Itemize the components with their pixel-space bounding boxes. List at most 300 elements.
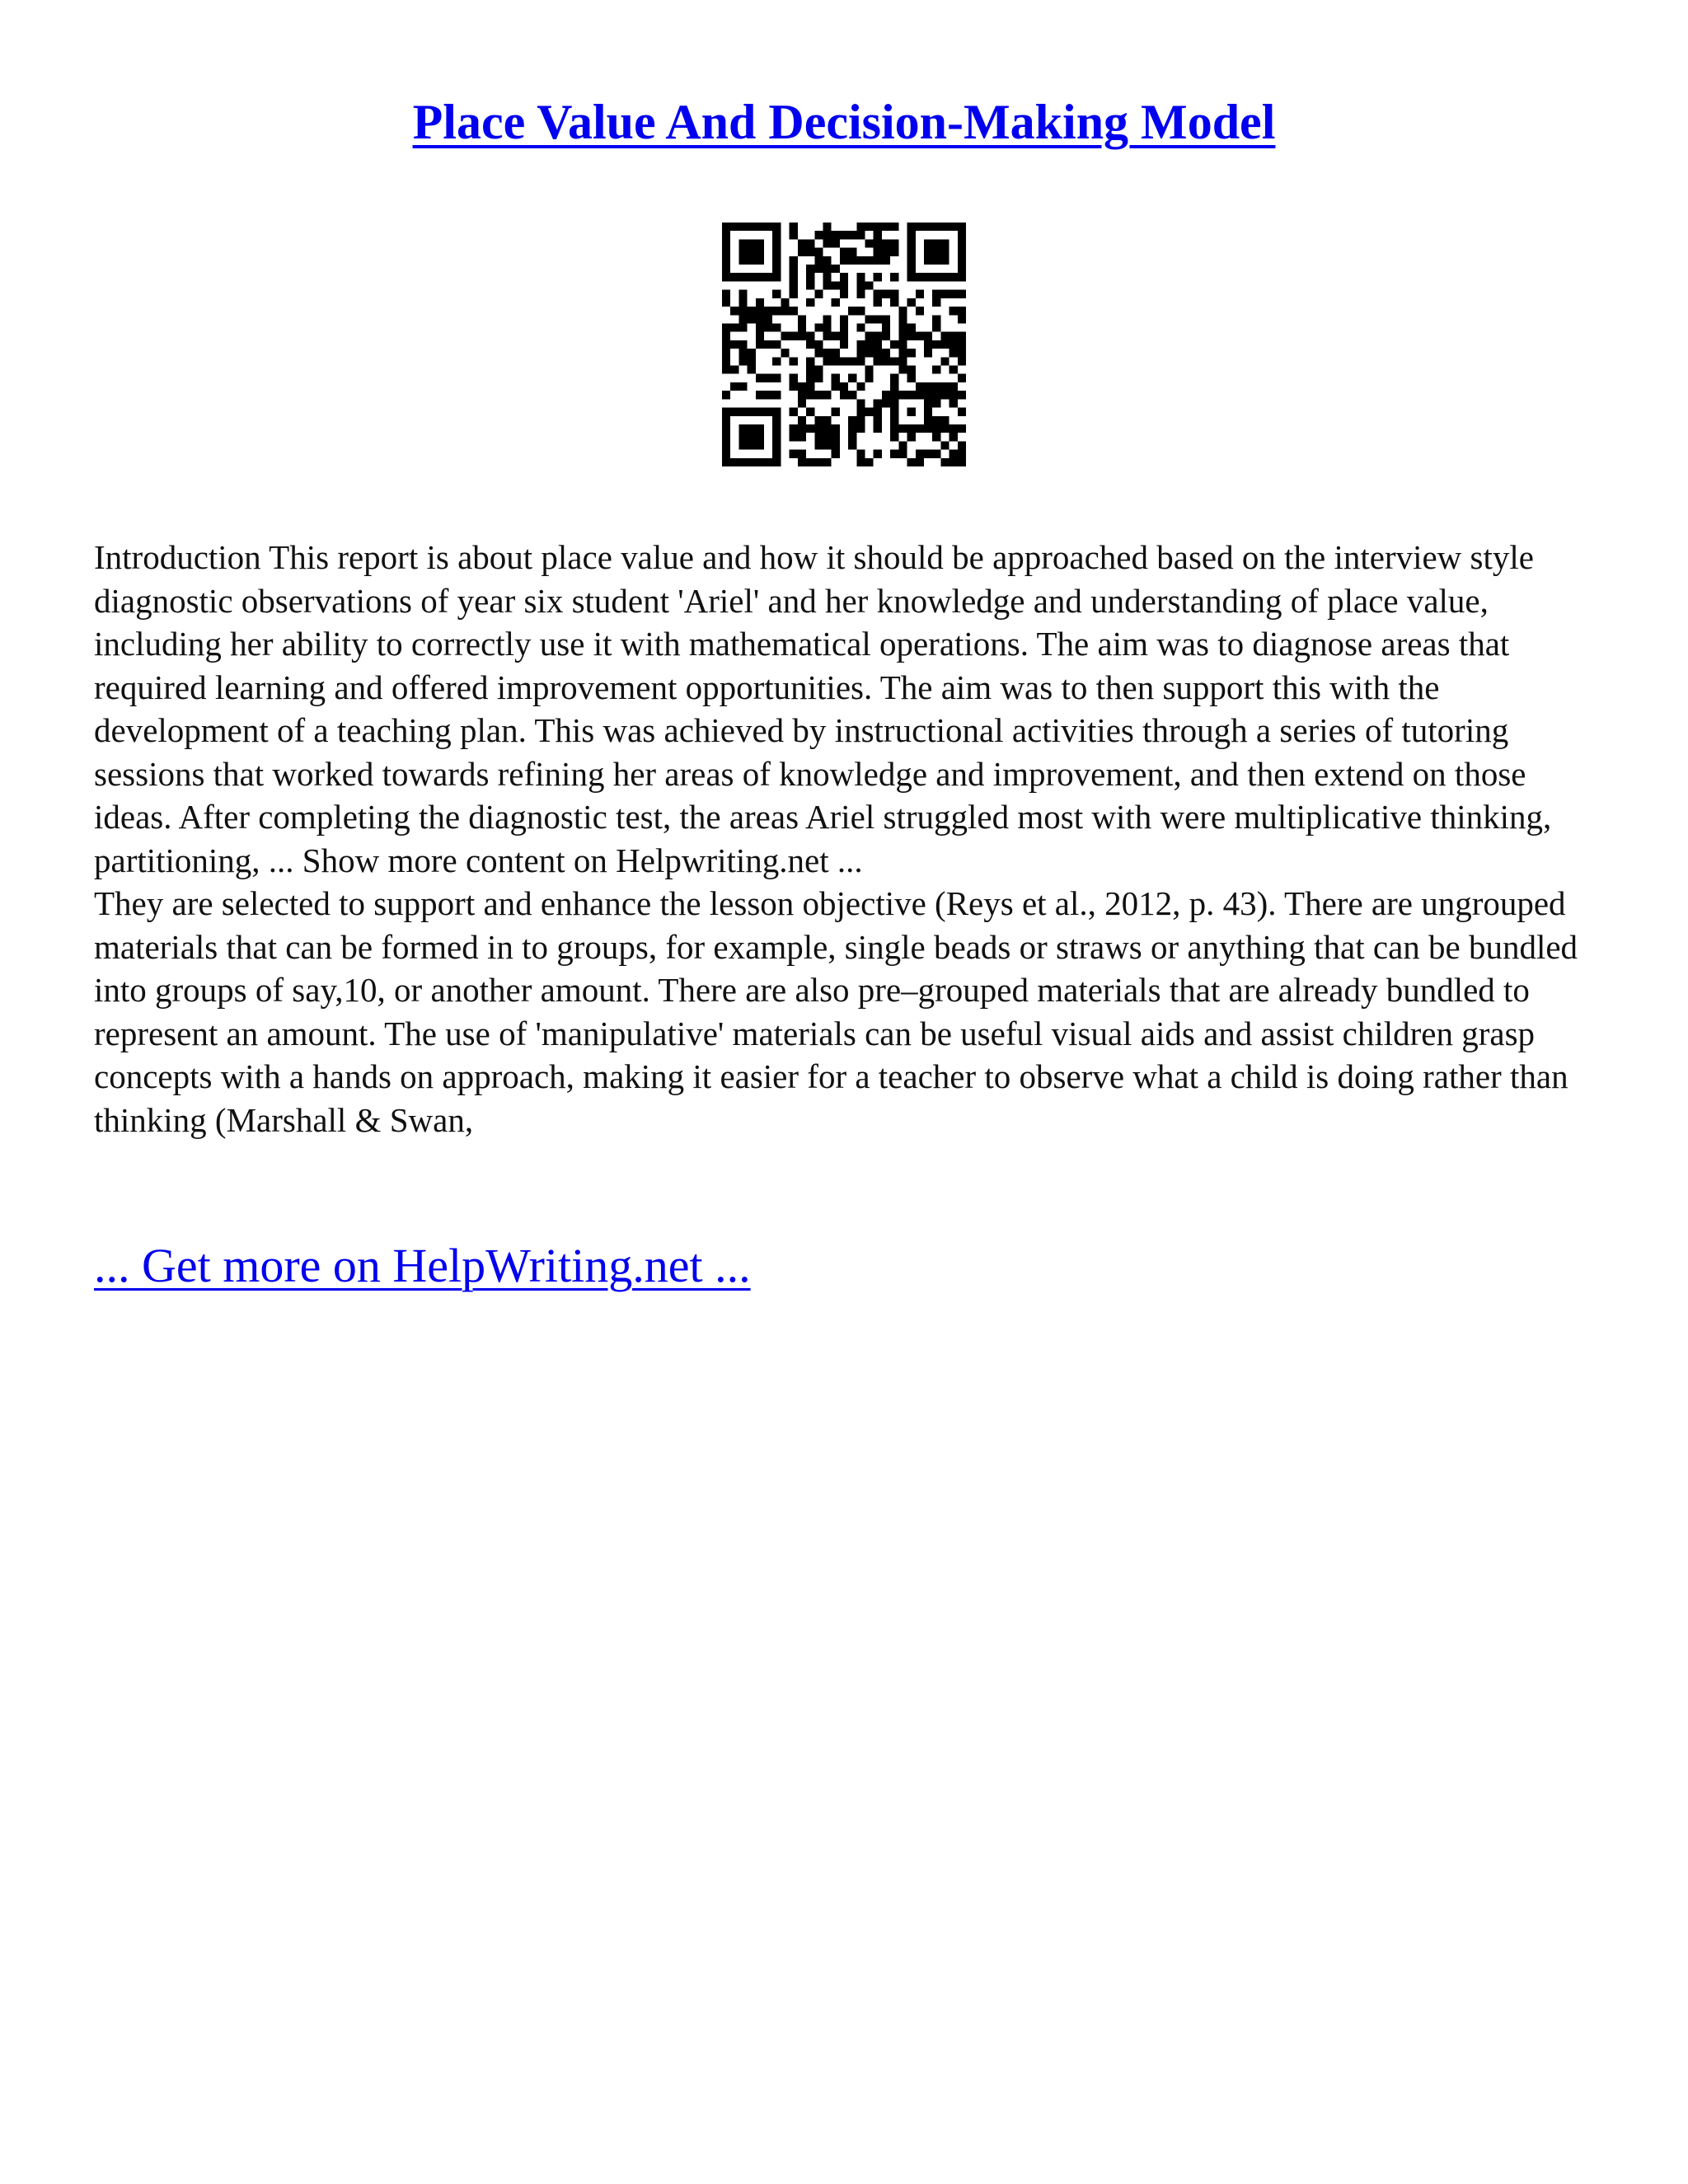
qr-module (722, 248, 730, 256)
qr-module (823, 441, 831, 449)
qr-module (722, 458, 730, 466)
qr-module (874, 349, 882, 357)
qr-module (882, 239, 890, 247)
qr-module (907, 458, 916, 466)
qr-module (940, 290, 949, 298)
qr-module (772, 441, 781, 449)
qr-module (823, 265, 831, 273)
qr-module (722, 239, 730, 247)
qr-module (798, 323, 806, 331)
qr-module (950, 223, 958, 231)
qr-module (958, 239, 966, 247)
qr-module (798, 239, 806, 247)
qr-module (856, 399, 865, 407)
qr-module (772, 391, 781, 399)
qr-module (832, 382, 840, 391)
qr-module (738, 273, 747, 281)
qr-module (916, 273, 924, 281)
qr-module (950, 399, 958, 407)
qr-module (856, 323, 865, 331)
qr-module (932, 382, 940, 391)
qr-module (738, 248, 747, 256)
qr-module (907, 273, 916, 281)
qr-module (722, 357, 730, 365)
qr-module (958, 248, 966, 256)
qr-module (874, 298, 882, 307)
qr-module (748, 248, 756, 256)
qr-module (772, 273, 781, 281)
qr-module (730, 458, 738, 466)
qr-module (738, 441, 747, 449)
qr-module (882, 248, 890, 256)
qr-module (756, 374, 764, 382)
qr-module (958, 450, 966, 458)
qr-module (924, 416, 932, 424)
get-more-link[interactable]: ... Get more on HelpWriting.net ... (94, 1239, 751, 1292)
qr-module (764, 323, 772, 331)
qr-module (832, 281, 840, 289)
qr-module (907, 256, 916, 265)
qr-module (898, 424, 907, 433)
qr-module (907, 433, 916, 441)
qr-module (806, 332, 814, 340)
qr-module (806, 273, 814, 281)
qr-module (722, 441, 730, 449)
qr-module (874, 450, 882, 458)
qr-module (932, 391, 940, 399)
qr-module (738, 290, 747, 298)
qr-module (865, 408, 874, 416)
qr-module (924, 273, 932, 281)
qr-module (722, 450, 730, 458)
qr-module (848, 391, 856, 399)
qr-module (924, 332, 932, 340)
qr-module (772, 424, 781, 433)
qr-module (814, 323, 823, 331)
qr-module (874, 315, 882, 323)
qr-module (738, 382, 747, 391)
qr-module (806, 298, 814, 307)
qr-module (764, 408, 772, 416)
qr-module (950, 349, 958, 357)
qr-module (907, 332, 916, 340)
qr-module (730, 408, 738, 416)
qr-module (823, 391, 831, 399)
qr-module (823, 349, 831, 357)
qr-module (730, 223, 738, 231)
qr-module (722, 323, 730, 331)
qr-module (874, 416, 882, 424)
qr-module (756, 391, 764, 399)
qr-module (790, 290, 798, 298)
qr-module (806, 408, 814, 416)
qr-module (940, 273, 949, 281)
qr-module (756, 433, 764, 441)
qr-module (814, 416, 823, 424)
qr-module (722, 273, 730, 281)
qr-module (898, 340, 907, 349)
qr-module (958, 391, 966, 399)
qr-module (856, 231, 865, 239)
qr-module (790, 357, 798, 365)
qr-module (890, 408, 898, 416)
qr-module (823, 433, 831, 441)
qr-module (932, 450, 940, 458)
qr-module (832, 357, 840, 365)
qr-module (958, 307, 966, 315)
qr-module (823, 239, 831, 247)
qr-module (865, 458, 874, 466)
qr-module (756, 256, 764, 265)
qr-module (832, 239, 840, 247)
qr-module (865, 281, 874, 289)
qr-module (814, 433, 823, 441)
qr-module (940, 256, 949, 265)
qr-module (840, 273, 848, 281)
qr-module (814, 340, 823, 349)
qr-module (814, 248, 823, 256)
qr-module (958, 349, 966, 357)
qr-module (748, 441, 756, 449)
qr-module (882, 357, 890, 365)
qr-module (806, 458, 814, 466)
qr-module (890, 433, 898, 441)
qr-module (890, 290, 898, 298)
qr-module (848, 433, 856, 441)
qr-module (814, 424, 823, 433)
qr-module (916, 458, 924, 466)
qr-module (772, 323, 781, 331)
qr-module (932, 248, 940, 256)
qr-module (772, 307, 781, 315)
qr-module (756, 223, 764, 231)
qr-module (798, 424, 806, 433)
qr-module (882, 290, 890, 298)
qr-module (814, 458, 823, 466)
qr-module (958, 256, 966, 265)
qr-module (823, 223, 831, 231)
qr-module (856, 357, 865, 365)
qr-module (738, 223, 747, 231)
qr-module (756, 298, 764, 307)
qr-module (958, 340, 966, 349)
qr-module (848, 248, 856, 256)
qr-module (882, 349, 890, 357)
qr-module (856, 290, 865, 298)
qr-module (814, 391, 823, 399)
qr-module (958, 223, 966, 231)
qr-module (932, 298, 940, 307)
qr-module (856, 273, 865, 281)
title-link[interactable]: Place Value And Decision-Making Model (412, 95, 1276, 149)
qr-module (874, 239, 882, 247)
qr-module (748, 433, 756, 441)
qr-code-icon (722, 223, 966, 466)
qr-module (840, 256, 848, 265)
qr-module (798, 458, 806, 466)
qr-module (848, 231, 856, 239)
qr-module (898, 332, 907, 340)
qr-module (848, 416, 856, 424)
qr-module (940, 248, 949, 256)
qr-module (748, 424, 756, 433)
qr-module (940, 424, 949, 433)
qr-module (958, 374, 966, 382)
qr-module (832, 231, 840, 239)
qr-module (932, 340, 940, 349)
qr-module (856, 281, 865, 289)
qr-module (722, 391, 730, 399)
qr-module (865, 349, 874, 357)
qr-module (790, 307, 798, 315)
qr-module (764, 273, 772, 281)
qr-module (874, 332, 882, 340)
qr-module (907, 231, 916, 239)
qr-module (798, 332, 806, 340)
qr-module (823, 256, 831, 265)
qr-module (790, 433, 798, 441)
qr-module (958, 357, 966, 365)
qr-module (722, 366, 730, 374)
qr-module (950, 290, 958, 298)
qr-module (890, 374, 898, 382)
qr-module (907, 239, 916, 247)
qr-module (940, 332, 949, 340)
qr-module (950, 424, 958, 433)
qr-module (764, 315, 772, 323)
qr-module (798, 450, 806, 458)
qr-module (823, 332, 831, 340)
qr-module (924, 340, 932, 349)
qr-module (882, 399, 890, 407)
qr-module (772, 374, 781, 382)
qr-module (848, 307, 856, 315)
qr-module (916, 382, 924, 391)
qr-module (748, 239, 756, 247)
qr-module (730, 323, 738, 331)
qr-module (940, 416, 949, 424)
qr-module (722, 231, 730, 239)
qr-module (958, 265, 966, 273)
qr-module (907, 265, 916, 273)
qr-module (932, 273, 940, 281)
document-title[interactable] (0, 89, 1688, 155)
qr-module (932, 399, 940, 407)
qr-module (898, 450, 907, 458)
qr-module (756, 332, 764, 340)
qr-module (764, 458, 772, 466)
qr-module (950, 458, 958, 466)
qr-module (772, 231, 781, 239)
qr-module (814, 441, 823, 449)
qr-module (722, 290, 730, 298)
qr-module (950, 332, 958, 340)
qr-module (730, 366, 738, 374)
qr-module (940, 391, 949, 399)
qr-module (840, 340, 848, 349)
qr-module (790, 332, 798, 340)
qr-module (932, 290, 940, 298)
qr-module (730, 273, 738, 281)
qr-module (764, 391, 772, 399)
qr-module (823, 416, 831, 424)
qr-module (890, 424, 898, 433)
qr-module (950, 433, 958, 441)
qr-module (738, 349, 747, 357)
qr-module (790, 382, 798, 391)
qr-module (958, 458, 966, 466)
qr-module (856, 458, 865, 466)
qr-module (823, 281, 831, 289)
qr-module (756, 239, 764, 247)
qr-module (940, 357, 949, 365)
qr-module (840, 315, 848, 323)
qr-module (722, 340, 730, 349)
qr-module (932, 323, 940, 331)
qr-module (874, 273, 882, 281)
qr-module (865, 340, 874, 349)
qr-module (756, 408, 764, 416)
qr-module (764, 340, 772, 349)
qr-module (924, 223, 932, 231)
qr-module (738, 424, 747, 433)
qr-module (907, 391, 916, 399)
qr-module (907, 374, 916, 382)
qr-module (865, 374, 874, 382)
qr-module (823, 424, 831, 433)
qr-module (772, 265, 781, 273)
qr-module (814, 374, 823, 382)
qr-module (840, 382, 848, 391)
qr-module (924, 424, 932, 433)
qr-module (898, 441, 907, 449)
qr-module (738, 298, 747, 307)
qr-module (940, 340, 949, 349)
qr-module (790, 273, 798, 281)
qr-module (738, 357, 747, 365)
qr-module (832, 424, 840, 433)
qr-module (772, 256, 781, 265)
qr-module (882, 391, 890, 399)
qr-module (856, 307, 865, 315)
qr-module (772, 290, 781, 298)
qr-module (722, 424, 730, 433)
qr-module (832, 374, 840, 382)
qr-module (790, 374, 798, 382)
qr-module (790, 223, 798, 231)
qr-module (958, 424, 966, 433)
qr-module (874, 223, 882, 231)
qr-module (932, 223, 940, 231)
qr-module (916, 223, 924, 231)
qr-code-graphic (722, 223, 966, 466)
qr-module (840, 290, 848, 298)
qr-module (950, 307, 958, 315)
qr-module (932, 424, 940, 433)
qr-module (814, 231, 823, 239)
qr-module (890, 223, 898, 231)
document-body (94, 536, 1602, 1141)
qr-module (790, 265, 798, 273)
qr-module (865, 223, 874, 231)
qr-module (772, 248, 781, 256)
qr-module (950, 366, 958, 374)
qr-module (781, 332, 789, 340)
qr-module (856, 256, 865, 265)
qr-module (823, 315, 831, 323)
qr-module (814, 265, 823, 273)
qr-module (890, 416, 898, 424)
qr-module (840, 357, 848, 365)
qr-module (730, 307, 738, 315)
qr-module (823, 231, 831, 239)
qr-module (874, 256, 882, 265)
qr-module (823, 458, 831, 466)
qr-module (748, 458, 756, 466)
qr-module (940, 239, 949, 247)
qr-module (874, 357, 882, 365)
qr-module (874, 248, 882, 256)
qr-module (756, 323, 764, 331)
qr-module (832, 298, 840, 307)
qr-module (756, 248, 764, 256)
qr-module (890, 298, 898, 307)
qr-module (865, 239, 874, 247)
qr-module (756, 340, 764, 349)
qr-module (924, 248, 932, 256)
qr-module (772, 450, 781, 458)
qr-module (916, 332, 924, 340)
qr-module (722, 416, 730, 424)
qr-module (798, 416, 806, 424)
qr-module (814, 349, 823, 357)
qr-module (932, 256, 940, 265)
qr-module (756, 458, 764, 466)
qr-module (806, 424, 814, 433)
qr-module (848, 357, 856, 365)
qr-module (950, 391, 958, 399)
qr-module (748, 357, 756, 365)
qr-module (832, 433, 840, 441)
qr-module (738, 433, 747, 441)
qr-module (898, 323, 907, 331)
qr-module (790, 231, 798, 239)
qr-module (832, 408, 840, 416)
qr-module (738, 239, 747, 247)
qr-module (764, 223, 772, 231)
qr-module (832, 332, 840, 340)
qr-module (898, 349, 907, 357)
qr-module (730, 340, 738, 349)
qr-module (950, 273, 958, 281)
qr-module (798, 382, 806, 391)
qr-module (916, 290, 924, 298)
qr-module (764, 307, 772, 315)
qr-module (940, 382, 949, 391)
qr-module (738, 458, 747, 466)
qr-module (874, 424, 882, 433)
qr-module (806, 340, 814, 349)
qr-module (907, 248, 916, 256)
qr-module (806, 357, 814, 365)
qr-module (772, 408, 781, 416)
qr-module (806, 248, 814, 256)
qr-module (840, 281, 848, 289)
qr-module (764, 374, 772, 382)
qr-module (874, 408, 882, 416)
qr-module (856, 416, 865, 424)
qr-module (756, 307, 764, 315)
